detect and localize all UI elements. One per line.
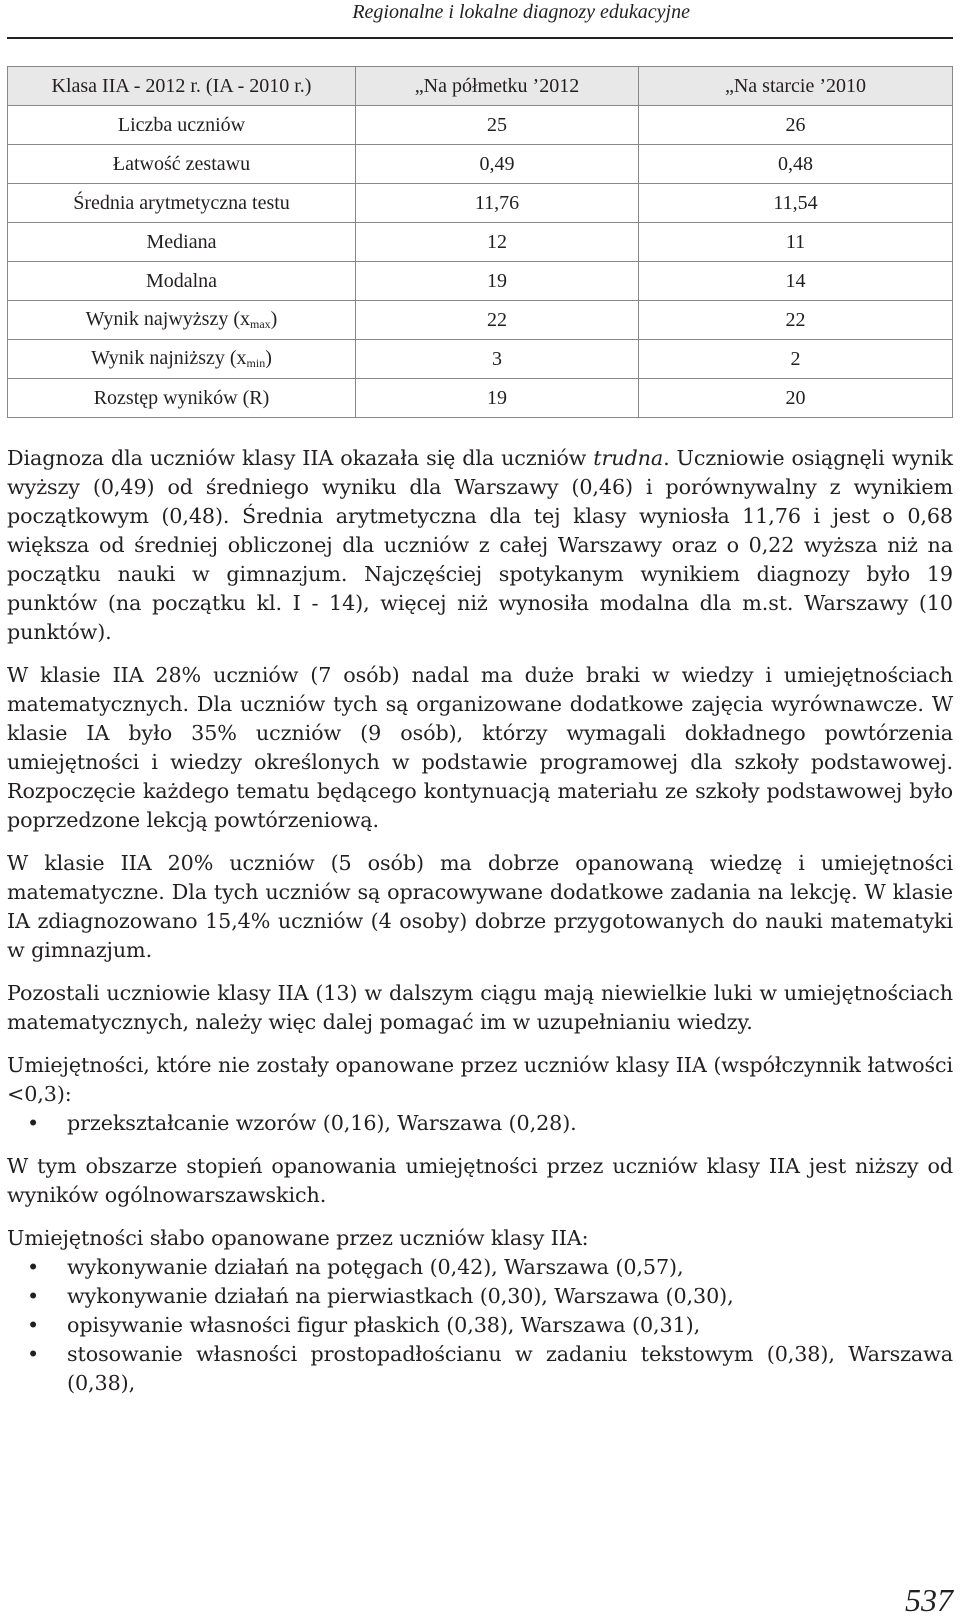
value-2010: 14 <box>639 262 953 301</box>
paragraph: W klasie IIA 20% uczniów (5 osób) ma dobrze opanowaną wiedzę i umiejętności matematyczne. Dla tych uczniów są opracowywane dodatkowe zadania na lekcję. W klasie IA zdiagnozowano 15,4% uczniów (4 osoby) dobrze przygotowanych do nauki matematyki w gimnazjum. <box>7 851 953 962</box>
row-label: Mediana <box>8 223 356 262</box>
paragraph: Diagnoza dla uczniów klasy IIA okazała się dla uczniów trudna. Uczniowie osiągnęli wynik wyższy (0,49) od średniego wyniku dla Warszawy (0,46) i porównywalny z wynikiem początkowym (0,48). Średnia arytmetyczna dla tej klasy wyniosła 11,76 i jest o 0,68 większa od średniej obliczonej dla uczniów z całej Warszawy oraz o 0,22 wyższa niż na początku nauki w gimnazjum. Najczęściej spotykanym wynikiem diagnozy było 19 punktów (na początku kl. I - 14), więcej niż wynosiła modalna dla m.st. Warszawy (10 punktów). <box>7 446 953 644</box>
table-header-cell: „Na starcie ’2010 <box>639 67 953 106</box>
value-2012: 19 <box>356 262 639 301</box>
row-label: Wynik najniższy $(x_{min})$ <box>8 340 356 379</box>
table-row <box>8 223 953 262</box>
row-label: Łatwość zestawu <box>8 145 356 184</box>
body-text <box>7 444 953 1412</box>
value-2010: 22 <box>639 301 953 340</box>
table-row <box>8 379 953 418</box>
table-row <box>8 340 953 379</box>
value-2010: 20 <box>639 379 953 418</box>
list-item: • opisywanie własności figur płaskich (0,38), Warszawa (0,31), <box>7 1311 953 1340</box>
list-item: • wykonywanie działań na potęgach (0,42), Warszawa (0,57), <box>7 1253 953 1282</box>
row-label: Modalna <box>8 262 356 301</box>
value-2010: 0,48 <box>639 145 953 184</box>
value-2012: 19 <box>356 379 639 418</box>
table-header-row <box>8 67 953 106</box>
table-row <box>8 184 953 223</box>
table-row <box>8 145 953 184</box>
row-label: Wynik najwyższy $(x_{max})$ <box>8 301 356 340</box>
bullet-list <box>7 1109 953 1138</box>
paragraph: Umiejętności, które nie zostały opanowane przez uczniów klasy IIA (współczynnik łatwości <0,3): <box>7 1053 953 1106</box>
paragraph: W klasie IIA 28% uczniów (7 osób) nadal ma duże braki w wiedzy i umiejętnościach matematycznych. Dla uczniów tych są organizowane dodatkowe zajęcia wyrównawcze. W klasie IA było 35% uczniów (9 osób), którzy wymagali dokładnego powtórzenia umiejętności i wiedzy określonych w podstawie programowej dla szkoły podstawowej. Rozpoczęcie każdego tematu będącego kontynuacją materiału ze szkoły podstawowej było poprzedzone lekcją powtórzeniową. <box>7 663 953 832</box>
value-2012: 12 <box>356 223 639 262</box>
running-header: Regionalne i lokalne diagnozy edukacyjne <box>352 1 690 23</box>
value-2012: 22 <box>356 301 639 340</box>
value-2012: 0,49 <box>356 145 639 184</box>
paragraph: W tym obszarze stopień opanowania umiejętności przez uczniów klasy IIA jest niższy od wyników ogólnowarszawskich. <box>7 1154 953 1207</box>
row-label: Średnia arytmetyczna testu <box>8 184 356 223</box>
bullet-icon: • <box>27 1342 40 1366</box>
paragraph: Pozostali uczniowie klasy IIA (13) w dalszym ciągu mają niewielkie luki w umiejętnościach matematycznych, należy więc dalej pomagać im w uzupełnianiu wiedzy. <box>7 981 953 1034</box>
bullet-icon: • <box>27 1255 40 1279</box>
row-label: Rozstęp wyników (R) <box>8 379 356 418</box>
value-2010: 2 <box>639 340 953 379</box>
value-2012: 11,76 <box>356 184 639 223</box>
bullet-icon: • <box>27 1313 40 1337</box>
table-header-cell: „Na półmetku ’2012 <box>356 67 639 106</box>
value-2012: 3 <box>356 340 639 379</box>
bullet-icon: • <box>27 1111 40 1135</box>
value-2010: 11,54 <box>639 184 953 223</box>
value-2010: 11 <box>639 223 953 262</box>
table-header-cell: Klasa IIA - 2012 r. (IA - 2010 r.) <box>8 67 356 106</box>
header-rule <box>7 37 953 39</box>
table-row <box>8 262 953 301</box>
list-item: • stosowanie własności prostopadłościanu w zadaniu tekstowym (0,38), Warszawa (0,38), <box>27 1342 953 1395</box>
page-number: 537 <box>905 1582 953 1618</box>
paragraph: Umiejętności słabo opanowane przez uczniów klasy IIA: <box>7 1226 589 1250</box>
row-label: Liczba uczniów <box>8 106 356 145</box>
bullet-icon: • <box>27 1284 40 1308</box>
table-row <box>8 301 953 340</box>
value-2010: 26 <box>639 106 953 145</box>
bullet-list <box>7 1253 953 1398</box>
table-row <box>8 106 953 145</box>
list-item: • wykonywanie działań na pierwiastkach (0,30), Warszawa (0,30), <box>7 1282 953 1311</box>
value-2012: 25 <box>356 106 639 145</box>
list-item: • przekształcanie wzorów (0,16), Warszawa (0,28). <box>7 1109 953 1138</box>
results-table <box>7 66 953 418</box>
